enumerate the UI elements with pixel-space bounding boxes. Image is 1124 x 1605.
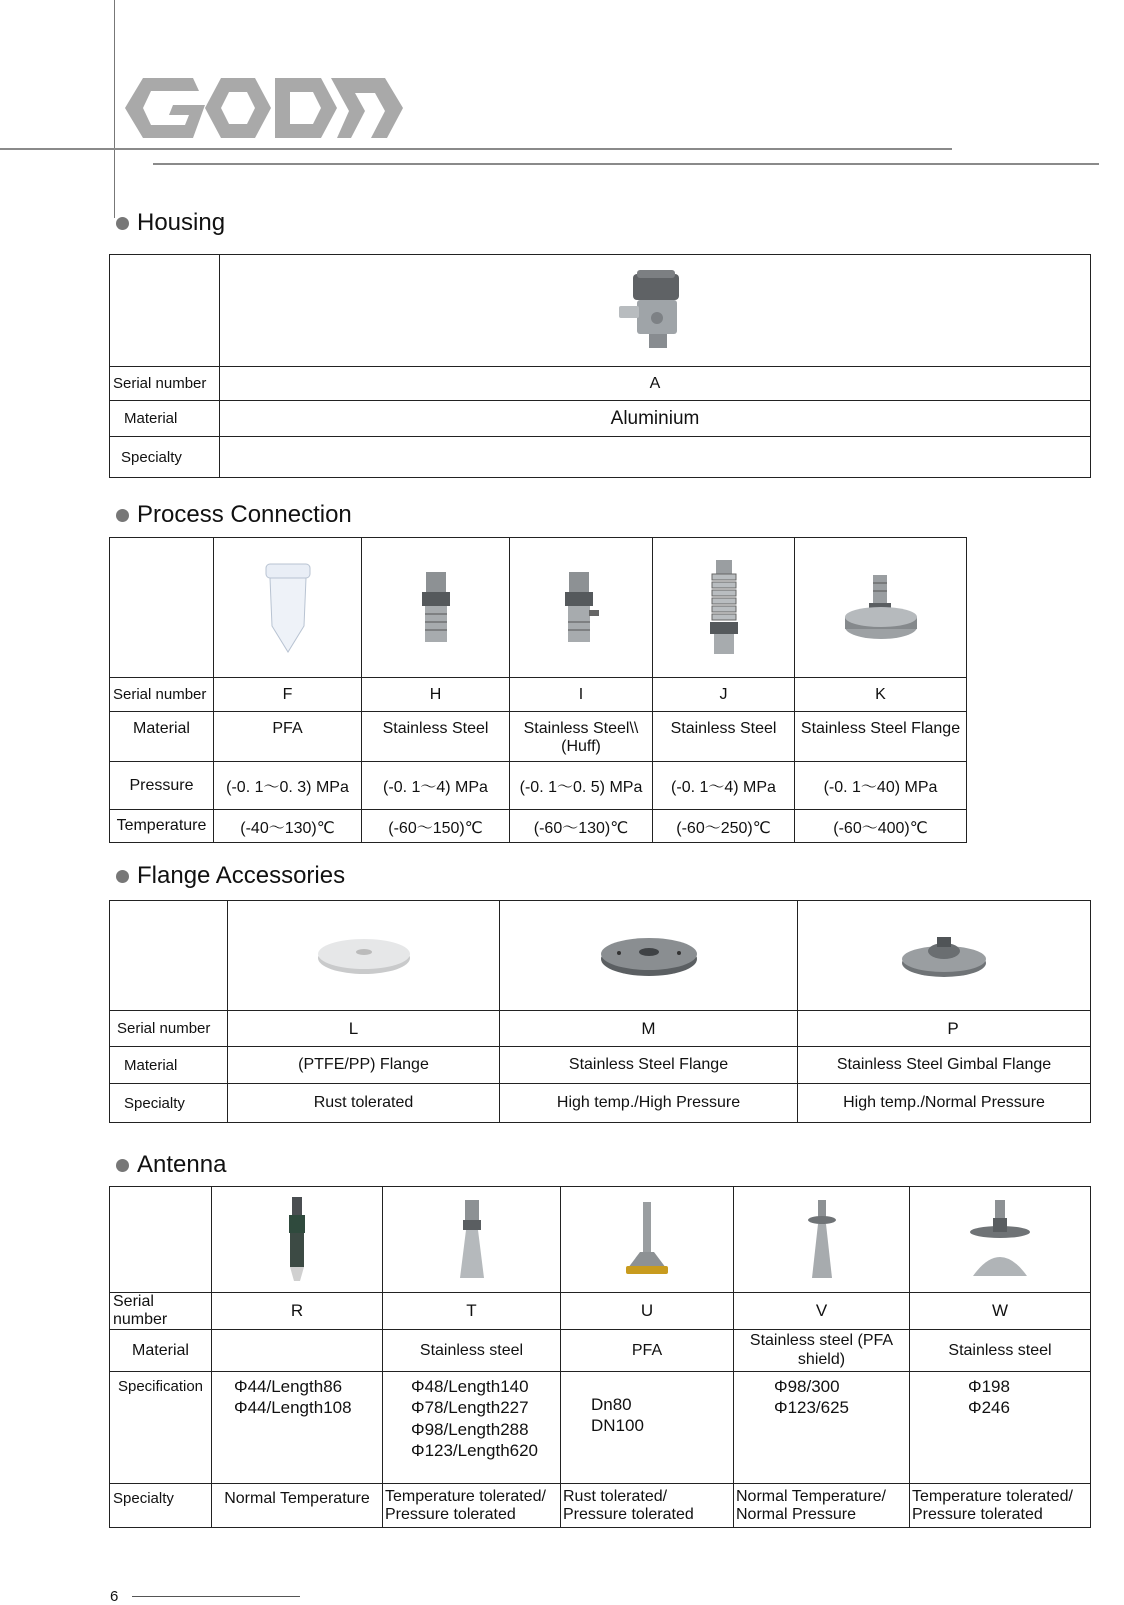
goda-logo	[125, 75, 405, 141]
antenna-image-u	[561, 1187, 734, 1293]
flange-table	[109, 900, 1091, 1123]
specialty-line: Pressure tolerated	[912, 1506, 1043, 1524]
antenna-serial-label: Serial number	[110, 1293, 212, 1330]
bullet-icon	[116, 509, 129, 522]
antenna-section-title	[116, 1151, 226, 1179]
flange-serial-p: P	[798, 1011, 1091, 1047]
antenna-corner-cell	[110, 1187, 212, 1293]
housing-a-image	[615, 266, 695, 356]
antenna-spec-v	[734, 1372, 910, 1484]
flange-material-l: (PTFE/PP) Flange	[228, 1047, 500, 1084]
antenna-serial-t: T	[383, 1293, 561, 1330]
flange-image-p	[798, 901, 1091, 1011]
housing-material-label: Material	[110, 401, 220, 437]
housing-serial-label: Serial number	[110, 367, 220, 401]
housing-serial-value: A	[220, 367, 1091, 401]
flange-specialty-p: High temp./Normal Pressure	[798, 1084, 1091, 1123]
process-temperature-h: (-60～150)℃	[362, 810, 510, 843]
spec-line: Φ98/Length288	[411, 1419, 529, 1439]
specialty-line: Normal Pressure	[736, 1506, 857, 1524]
flange-image-l	[228, 901, 500, 1011]
bullet-icon	[116, 1159, 129, 1172]
process-material-f: PFA	[214, 712, 362, 762]
antenna-table	[109, 1186, 1091, 1528]
antenna-specialty-label: Specialty	[110, 1484, 212, 1528]
bullet-icon	[116, 870, 129, 883]
flange-specialty-l: Rust tolerated	[228, 1084, 500, 1123]
antenna-specialty-v	[734, 1484, 910, 1528]
flange-m-image	[599, 933, 699, 979]
process-material-i-line2: (Huff)	[561, 738, 601, 756]
flange-p-image	[899, 931, 989, 981]
antenna-specialty-r: Normal Temperature	[212, 1484, 383, 1528]
process-image-k	[795, 538, 967, 678]
process-material-label: Material	[110, 712, 214, 762]
antenna-image-r	[212, 1187, 383, 1293]
antenna-specialty-t	[383, 1484, 561, 1528]
antenna-image-v	[734, 1187, 910, 1293]
antenna-material-t: Stainless steel	[383, 1330, 561, 1372]
header-rule-top	[0, 148, 952, 150]
antenna-w-image	[965, 1198, 1035, 1282]
process-pressure-j: (-0. 1～4) MPa	[653, 762, 795, 810]
antenna-material-v: Stainless steel (PFA shield)	[734, 1330, 910, 1372]
antenna-spec-r	[212, 1372, 383, 1484]
spec-line: Φ246	[968, 1398, 1010, 1418]
housing-table	[109, 254, 1091, 478]
flange-l-image	[314, 934, 414, 978]
process-image-i	[510, 538, 653, 678]
housing-title: Housing	[137, 209, 226, 236]
specialty-line: Normal Temperature/	[736, 1488, 886, 1505]
antenna-specialty-u	[561, 1484, 734, 1528]
process-material-j: Stainless Steel	[653, 712, 795, 762]
antenna-material-label: Material	[110, 1330, 212, 1372]
antenna-spec-t	[383, 1372, 561, 1484]
spec-line: Φ98/300	[774, 1377, 840, 1396]
antenna-serial-u: U	[561, 1293, 734, 1330]
process-serial-k: K	[795, 678, 967, 712]
connection-i-image	[559, 570, 603, 646]
housing-material-value: Aluminium	[220, 401, 1091, 437]
process-material-k: Stainless Steel Flange	[795, 712, 967, 762]
housing-image-cell	[220, 255, 1091, 367]
process-image-j	[653, 538, 795, 678]
flange-material-m: Stainless Steel Flange	[500, 1047, 798, 1084]
connection-h-image	[416, 570, 456, 646]
antenna-image-w	[910, 1187, 1091, 1293]
process-pressure-k: (-0. 1～40) MPa	[795, 762, 967, 810]
antenna-u-image	[622, 1200, 672, 1280]
antenna-spec-u	[561, 1372, 734, 1484]
process-serial-h: H	[362, 678, 510, 712]
flange-specialty-m: High temp./High Pressure	[500, 1084, 798, 1123]
process-pressure-h: (-0. 1～4) MPa	[362, 762, 510, 810]
antenna-material-r	[212, 1330, 383, 1372]
process-material-i-line1: Stainless Steel\\	[523, 720, 639, 737]
flange-corner-cell	[110, 901, 228, 1011]
header-vertical-rule	[114, 0, 115, 218]
process-temperature-j: (-60～250)℃	[653, 810, 795, 843]
process-table	[109, 537, 967, 843]
process-temperature-k: (-60～400)℃	[795, 810, 967, 843]
specialty-line: Pressure tolerated	[385, 1506, 516, 1524]
process-material-i	[510, 712, 653, 762]
spec-line: Dn80	[591, 1395, 632, 1414]
process-title: Process Connection	[137, 501, 352, 528]
antenna-t-image	[454, 1198, 490, 1282]
page-number: 6	[110, 1588, 119, 1605]
flange-serial-label: Serial number	[110, 1011, 228, 1047]
flange-material-label: Material	[110, 1047, 228, 1084]
connection-j-image	[704, 558, 744, 658]
process-pressure-i: (-0. 1～0. 5) MPa	[510, 762, 653, 810]
housing-corner-cell	[110, 255, 220, 367]
antenna-spec-label: Specification	[110, 1372, 212, 1484]
spec-line: Φ44/Length108	[234, 1398, 352, 1418]
flange-section-title	[116, 862, 345, 890]
antenna-title: Antenna	[137, 1151, 227, 1178]
flange-material-p: Stainless Steel Gimbal Flange	[798, 1047, 1091, 1084]
housing-specialty-value	[220, 437, 1091, 478]
antenna-v-image	[800, 1198, 844, 1282]
process-temperature-f: (-40～130)℃	[214, 810, 362, 843]
spec-line: Φ123/Length620	[411, 1440, 539, 1460]
antenna-material-w: Stainless steel	[910, 1330, 1091, 1372]
process-image-h	[362, 538, 510, 678]
process-temperature-i: (-60～130)℃	[510, 810, 653, 843]
antenna-r-image	[282, 1195, 312, 1285]
process-temperature-label: Temperature	[110, 810, 214, 843]
connection-f-image	[258, 560, 318, 656]
header-rule-bottom	[153, 163, 1099, 165]
process-serial-i: I	[510, 678, 653, 712]
specialty-line: Temperature tolerated/	[385, 1488, 546, 1505]
flange-image-m	[500, 901, 798, 1011]
process-material-h: Stainless Steel	[362, 712, 510, 762]
antenna-image-t	[383, 1187, 561, 1293]
flange-serial-m: M	[500, 1011, 798, 1047]
flange-serial-l: L	[228, 1011, 500, 1047]
specialty-line: Rust tolerated/	[563, 1488, 668, 1505]
flange-title: Flange Accessories	[137, 862, 346, 889]
spec-line: Φ123/625	[774, 1398, 850, 1418]
antenna-serial-w: W	[910, 1293, 1091, 1330]
flange-specialty-label: Specialty	[110, 1084, 228, 1123]
antenna-spec-w	[910, 1372, 1091, 1484]
antenna-specialty-w	[910, 1484, 1091, 1528]
process-corner-cell	[110, 538, 214, 678]
footer-rule	[132, 1596, 300, 1597]
housing-section-title	[116, 209, 225, 237]
process-serial-label: Serial number	[110, 678, 214, 712]
process-serial-j: J	[653, 678, 795, 712]
antenna-material-u: PFA	[561, 1330, 734, 1372]
process-image-f	[214, 538, 362, 678]
spec-line: Φ78/Length227	[411, 1398, 529, 1418]
spec-line: Φ198	[968, 1377, 1010, 1396]
antenna-serial-r: R	[212, 1293, 383, 1330]
process-serial-f: F	[214, 678, 362, 712]
specialty-line: Pressure tolerated	[563, 1506, 694, 1524]
specialty-line: Temperature tolerated/	[912, 1488, 1073, 1505]
bullet-icon	[116, 217, 129, 230]
connection-k-image	[841, 573, 921, 643]
antenna-serial-v: V	[734, 1293, 910, 1330]
spec-line: DN100	[591, 1416, 644, 1436]
process-pressure-f: (-0. 1～0. 3) MPa	[214, 762, 362, 810]
housing-specialty-label: Specialty	[110, 437, 220, 478]
process-section-title	[116, 501, 352, 529]
spec-line: Φ48/Length140	[411, 1377, 529, 1396]
process-pressure-label: Pressure	[110, 762, 214, 810]
spec-line: Φ44/Length86	[234, 1377, 343, 1396]
